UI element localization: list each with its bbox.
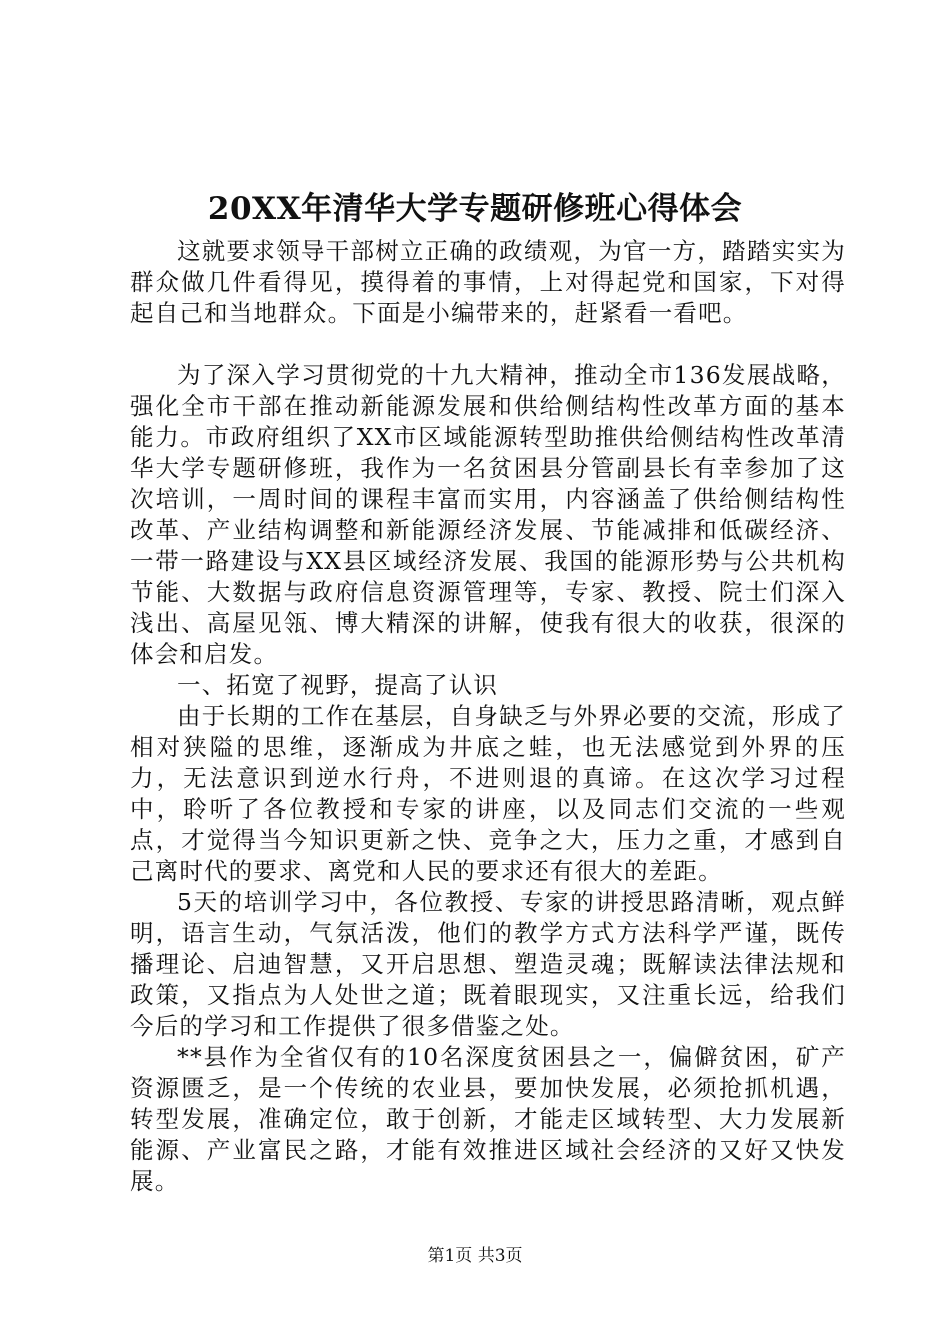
paragraph-spacer [130,329,846,360]
section-paragraph: 由于长期的工作在基层，自身缺乏与外界必要的交流，形成了相对狭隘的思维，逐渐成为井底之蛙，也无法感觉到外界的压力，无法意识到逆水行舟，不进则退的真谛。在这次学习过程中，聆听了各位教授和专家的讲座，以及同志们交流的一些观点，才觉得当今知识更新之快、竞争之大，压力之重，才感到自己离时代的要求、离党和人民的要求还有很大的差距。 [130,702,846,885]
document-title: 20XX年清华大学专题研修班心得体会 [207,191,743,227]
intro-paragraph: 这就要求领导干部树立正确的政绩观，为官一方，踏踏实实为群众做几件看得见，摸得着的事情，上对得起党和国家，下对得起自己和当地群众。下面是小编带来的，赶紧看一看吧。 [130,237,846,327]
page-number-footer: 第1页 共3页 [427,1246,523,1266]
section-heading: 一、拓宽了视野，提高了认识 [177,671,499,699]
document-body [130,236,846,1197]
body-paragraph: 为了深入学习贯彻党的十九大精神，推动全市136发展战略，强化全市干部在推动新能源发展和供给侧结构性改革方面的基本能力。市政府组织了XX市区域能源转型助推供给侧结构性改革清华大学专题研修班，我作为一名贫困县分管副县长有幸参加了这次培训，一周时间的课程丰富而实用，内容涵盖了供给侧结构性改革、产业结构调整和新能源经济发展、节能减排和低碳经济、一带一路建设与XX县区域经济发展、我国的能源形势与公共机构节能、大数据与政府信息资源管理等，专家、教授、院士们深入浅出、高屋见瓴、博大精深的讲解，使我有很大的收获，很深的体会和启发。 [130,361,846,668]
section-paragraph: **县作为全省仅有的10名深度贫困县之一，偏僻贫困，矿产资源匮乏，是一个传统的农业县，要加快发展，必须抢抓机遇，转型发展，准确定位，敢于创新，才能走区域转型、大力发展新能源、产业富民之路，才能有效推进区域社会经济的又好又快发展。 [130,1043,846,1195]
section-paragraph: 5天的培训学习中，各位教授、专家的讲授思路清晰，观点鲜明，语言生动，气氛活泼，他们的教学方式方法科学严谨，既传播理论、启迪智慧，又开启思想、塑造灵魂；既解读法律法规和政策，又指点为人处世之道；既着眼现实，又注重长远，给我们今后的学习和工作提供了很多借鉴之处。 [130,888,846,1040]
